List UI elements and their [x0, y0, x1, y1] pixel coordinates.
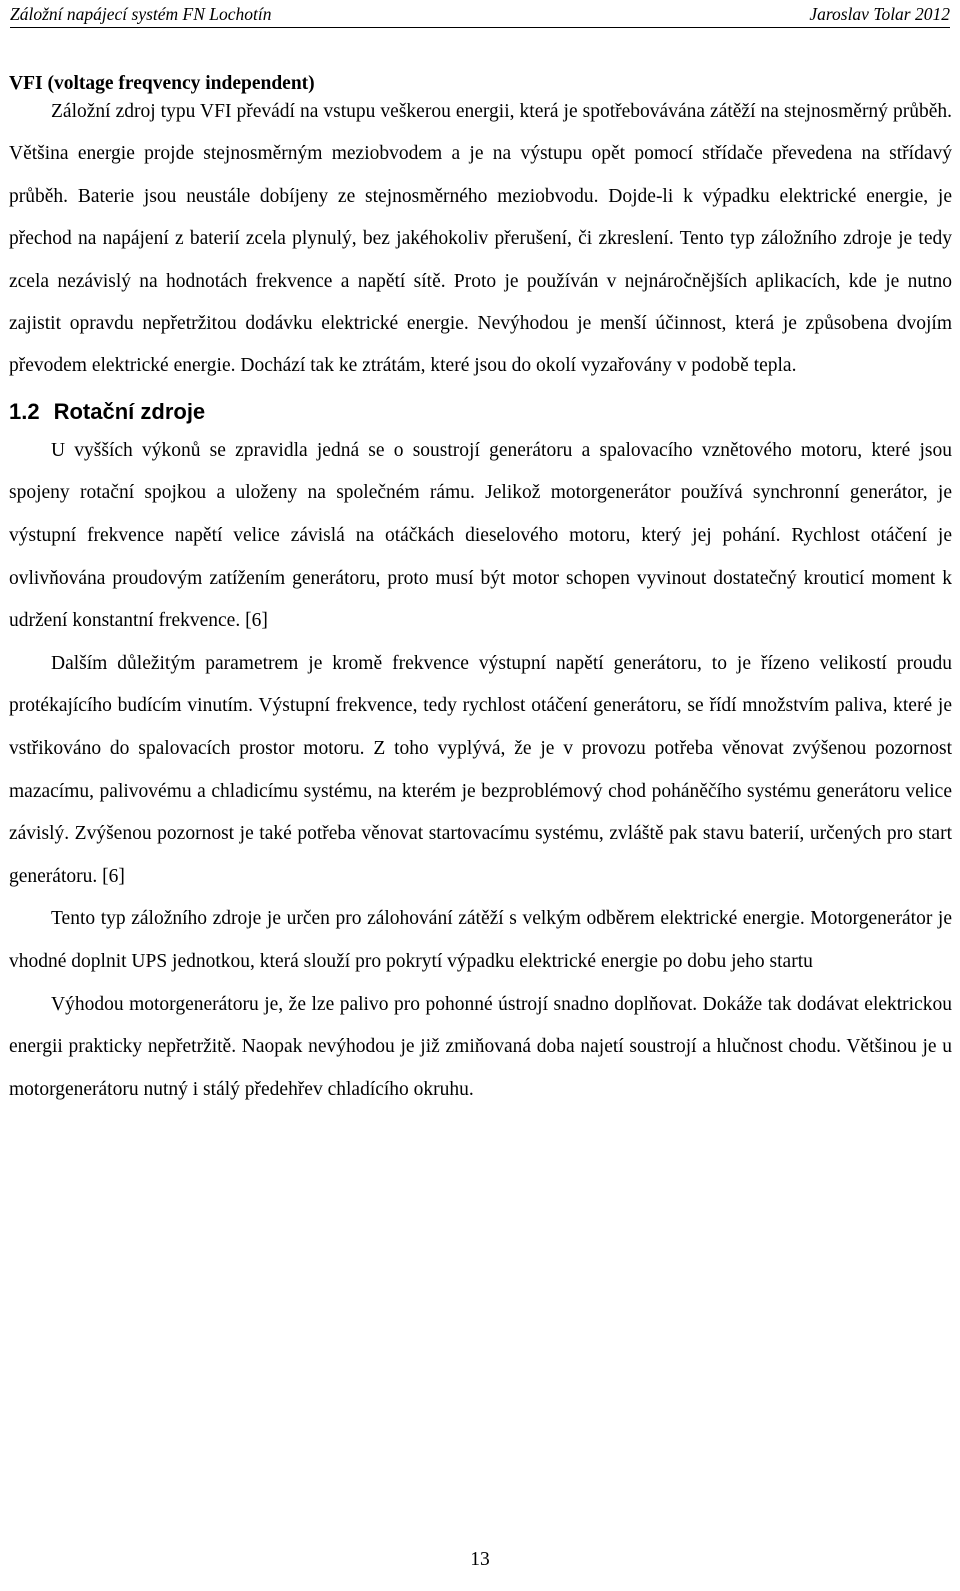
section-title: Rotační zdroje — [53, 398, 206, 424]
subsection-heading: VFI (voltage freqvency independent) — [9, 73, 315, 94]
paragraph: U vyšších výkonů se zpravidla jedná se o soustrojí generátoru a spalovacího vznětového motoru, které jsou spojeny rotační spojkou a uloženy na společném rámu. Jelikož motorgenerátor používá synchronní generátor, je výstupní frekvence napětí velice závislá na otáčkách dieselového motoru, který jej pohání. Rychlost otáčení je ovlivňována proudovým zatížením generátoru, proto musí být motor schopen vyvinout dostatečný krouticí moment k udržení konstantní frekvence. [6] — [9, 439, 952, 632]
page-header — [10, 4, 950, 28]
header-title: Záložní napájecí systém FN Lochotín — [10, 4, 272, 24]
section-number: 1.2 — [9, 398, 40, 424]
document-body — [9, 70, 952, 1111]
paragraph-vfi: Záložní zdroj typu VFI převádí na vstupu veškerou energii, která je spotřebovávána zátěží na stejnosměrný průběh. Většina energie projde stejnosměrným meziobvodem a je na výstupu opět pomocí střídače převedena na střídavý průběh. Baterie jsou neustále dobíjeny ze stejnosměrného meziobvodu. Dojde-li k výpadku elektrické energie, je přechod na napájení z baterií zcela plynulý, bez jakéhokoliv přerušení, či zkreslení. Tento typ záložního zdroje je tedy zcela nezávislý na hodnotách frekvence a napětí sítě. Proto je používán v nejnáročnějších aplikacích, kde je nutno zajistit opravdu nepřetržitou dodávku elektrické energie. Nevýhodou je menší účinnost, která je způsobena dvojím převodem elektrické energie. Dochází tak ke ztrátám, které jsou do okolí vyzařovány v podobě tepla. — [9, 101, 952, 377]
paragraph: Dalším důležitým parametrem je kromě frekvence výstupní napětí generátoru, to je řízeno velikostí proudu protékajícího budícím vinutím. Výstupní frekvence, tedy rychlost otáčení generátoru, se řídí množstvím paliva, které je vstřikováno do spalovacích prostor motoru. Z toho vyplývá, že je v provozu potřeba věnovat zvýšenou pozornost mazacímu, palivovému a chladicímu systému, na kterém je bezproblémový chod poháněčího systému generátoru velice závislý. Zvýšenou pozornost je také potřeba věnovat startovacímu systému, zvláště pak stavu baterií, určených pro start generátoru. [6] — [9, 652, 952, 887]
page-number: 13 — [470, 1549, 490, 1570]
paragraph: Výhodou motorgenerátoru je, že lze palivo pro pohonné ústrojí snadno doplňovat. Dokáže tak dodávat elektrickou energii prakticky nepřetržitě. Naopak nevýhodou je již zmiňovaná doba najetí soustrojí a hlučnost chodu. Většinou je u motorgenerátoru nutný i stálý předehřev chladícího okruhu. — [9, 993, 952, 1100]
section-heading — [9, 398, 952, 426]
paragraph: Tento typ záložního zdroje je určen pro zálohování zátěží s velkým odběrem elektrické energie. Motorgenerátor je vhodné doplnit UPS jednotkou, která slouží pro pokrytí výpadku elektrické energie po dobu jeho startu — [9, 908, 952, 972]
header-author-year: Jaroslav Tolar 2012 — [809, 4, 950, 24]
